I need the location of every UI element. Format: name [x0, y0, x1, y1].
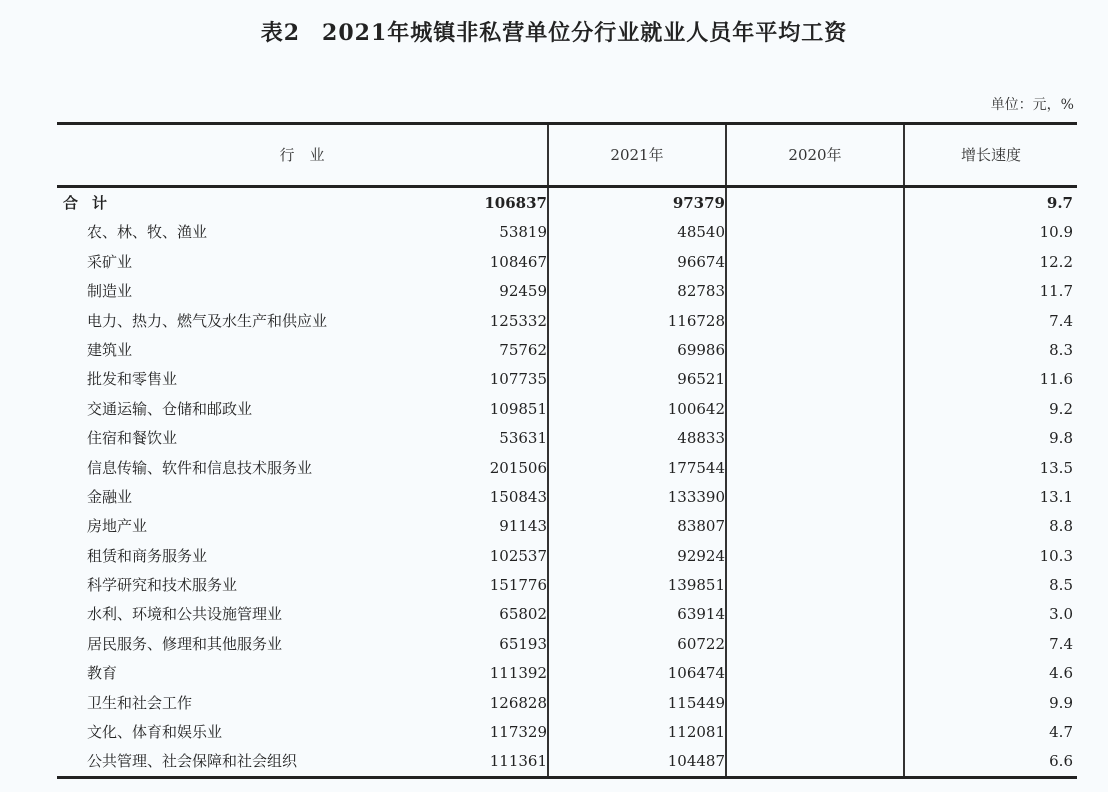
industry-cell: 交通运输、仓储和邮政业	[87, 399, 253, 418]
wage-2021-cell: 106837	[484, 194, 547, 212]
industry-cell: 金融业	[87, 487, 133, 506]
wage-2020-cell: 100642	[667, 399, 725, 418]
table-row	[57, 483, 1077, 512]
wage-2020-cell: 115449	[667, 693, 725, 712]
wage-2021-cell: 53819	[499, 223, 547, 242]
wage-2020-cell: 106474	[667, 664, 725, 683]
industry-cell: 采矿业	[87, 252, 133, 271]
growth-cell: 6.6	[1049, 752, 1073, 771]
growth-cell: 8.5	[1049, 576, 1073, 595]
industry-cell: 合计	[63, 194, 122, 212]
industry-cell: 公共管理、社会保障和社会组织	[87, 752, 298, 771]
growth-cell: 13.5	[1039, 458, 1073, 477]
growth-cell: 10.3	[1039, 546, 1073, 565]
table-row	[57, 747, 1077, 776]
industry-cell: 制造业	[87, 282, 133, 301]
table-row	[57, 512, 1077, 541]
wage-2020-cell: 63914	[677, 605, 725, 624]
industry-cell: 科学研究和技术服务业	[87, 576, 238, 595]
wage-2021-cell: 151776	[489, 576, 547, 595]
industry-cell: 文化、体育和娱乐业	[87, 723, 223, 742]
wage-2021-cell: 75762	[499, 340, 547, 359]
header-2021: 2021年	[610, 146, 664, 164]
growth-cell: 9.2	[1049, 399, 1073, 418]
wage-2020-cell: 48833	[677, 429, 725, 448]
table-body	[57, 189, 1077, 777]
wage-2021-cell: 125332	[489, 311, 547, 330]
header-2020: 2020年	[788, 146, 842, 164]
industry-cell: 教育	[87, 664, 118, 683]
header-growth: 增长速度	[960, 146, 1021, 164]
table-row	[57, 395, 1077, 424]
table-row	[57, 277, 1077, 306]
wage-2021-cell: 109851	[489, 399, 547, 418]
industry-cell: 居民服务、修理和其他服务业	[87, 634, 283, 653]
wage-2021-cell: 111361	[489, 752, 547, 771]
growth-cell: 9.9	[1049, 693, 1073, 712]
table-row	[57, 718, 1077, 747]
industry-cell: 农、林、牧、渔业	[87, 223, 208, 242]
industry-cell: 房地产业	[87, 517, 148, 536]
table-row	[57, 454, 1077, 483]
growth-cell: 9.8	[1049, 429, 1073, 448]
industry-cell: 建筑业	[87, 340, 133, 359]
industry-cell: 租赁和商务服务业	[87, 546, 208, 565]
industry-cell: 电力、热力、燃气及水生产和供应业	[87, 311, 328, 330]
growth-cell: 13.1	[1039, 487, 1073, 506]
growth-cell: 3.0	[1049, 605, 1073, 624]
growth-cell: 11.7	[1039, 282, 1073, 301]
growth-cell: 8.8	[1049, 517, 1073, 536]
industry-cell: 卫生和社会工作	[87, 693, 193, 712]
growth-cell: 8.3	[1049, 340, 1073, 359]
growth-cell: 4.7	[1049, 723, 1073, 742]
wage-2021-cell: 150843	[489, 487, 547, 506]
wage-2020-cell: 112081	[667, 723, 725, 742]
table-row	[57, 424, 1077, 453]
wage-2021-cell: 102537	[489, 546, 547, 565]
wage-2020-cell: 69986	[677, 340, 725, 359]
growth-cell: 7.4	[1049, 311, 1073, 330]
table-row	[57, 307, 1077, 336]
wage-2020-cell: 116728	[667, 311, 725, 330]
growth-cell: 10.9	[1039, 223, 1073, 242]
wage-2021-cell: 65193	[499, 634, 547, 653]
table-row	[57, 659, 1077, 688]
header-industry: 行 业	[279, 146, 325, 164]
wage-2021-cell: 92459	[499, 282, 547, 301]
wage-2021-cell: 117329	[489, 723, 547, 742]
growth-cell: 12.2	[1039, 252, 1073, 271]
table-row	[57, 571, 1077, 600]
wage-2020-cell: 48540	[677, 223, 725, 242]
growth-cell: 7.4	[1049, 634, 1073, 653]
table-row	[57, 365, 1077, 394]
wage-2020-cell: 104487	[667, 752, 725, 771]
wage-2020-cell: 133390	[667, 487, 725, 506]
table-title-text: 2021年城镇非私营单位分行业就业人员年平均工资	[322, 20, 848, 46]
wage-2021-cell: 126828	[489, 693, 547, 712]
wage-2020-cell: 82783	[677, 282, 725, 301]
wage-2021-cell: 111392	[489, 664, 547, 683]
industry-cell: 住宿和餐饮业	[87, 429, 178, 448]
wage-2020-cell: 96521	[677, 370, 725, 389]
wage-2021-cell: 91143	[499, 517, 547, 536]
industry-cell: 批发和零售业	[87, 370, 178, 389]
growth-cell: 9.7	[1046, 194, 1073, 212]
table-row	[57, 336, 1077, 365]
wage-2020-cell: 97379	[672, 194, 725, 212]
wage-2020-cell: 83807	[677, 517, 725, 536]
table-row	[57, 600, 1077, 629]
wage-2021-cell: 53631	[499, 429, 547, 448]
growth-cell: 4.6	[1049, 664, 1073, 683]
industry-cell: 信息传输、软件和信息技术服务业	[87, 458, 313, 477]
industry-cell: 水利、环境和公共设施管理业	[87, 605, 283, 624]
wage-2020-cell: 139851	[667, 576, 725, 595]
growth-cell: 11.6	[1039, 370, 1073, 389]
table-row	[57, 542, 1077, 571]
table-title	[0, 16, 1108, 47]
wage-2021-cell: 107735	[489, 370, 547, 389]
wage-2021-cell: 108467	[489, 252, 547, 271]
unit-label: 单位：元，%	[990, 97, 1074, 113]
wage-2020-cell: 92924	[677, 546, 725, 565]
table-row	[57, 248, 1077, 277]
table-row	[57, 218, 1077, 247]
table-header	[57, 125, 1077, 188]
table-row	[57, 689, 1077, 718]
table-row-total	[57, 189, 1077, 218]
wage-2020-cell: 60722	[677, 634, 725, 653]
wage-table	[57, 122, 1077, 779]
wage-2020-cell: 96674	[677, 252, 725, 271]
table-row	[57, 630, 1077, 659]
wage-2021-cell: 65802	[499, 605, 547, 624]
wage-2021-cell: 201506	[489, 458, 547, 477]
wage-2020-cell: 177544	[667, 458, 725, 477]
table-number: 表2	[260, 20, 301, 46]
